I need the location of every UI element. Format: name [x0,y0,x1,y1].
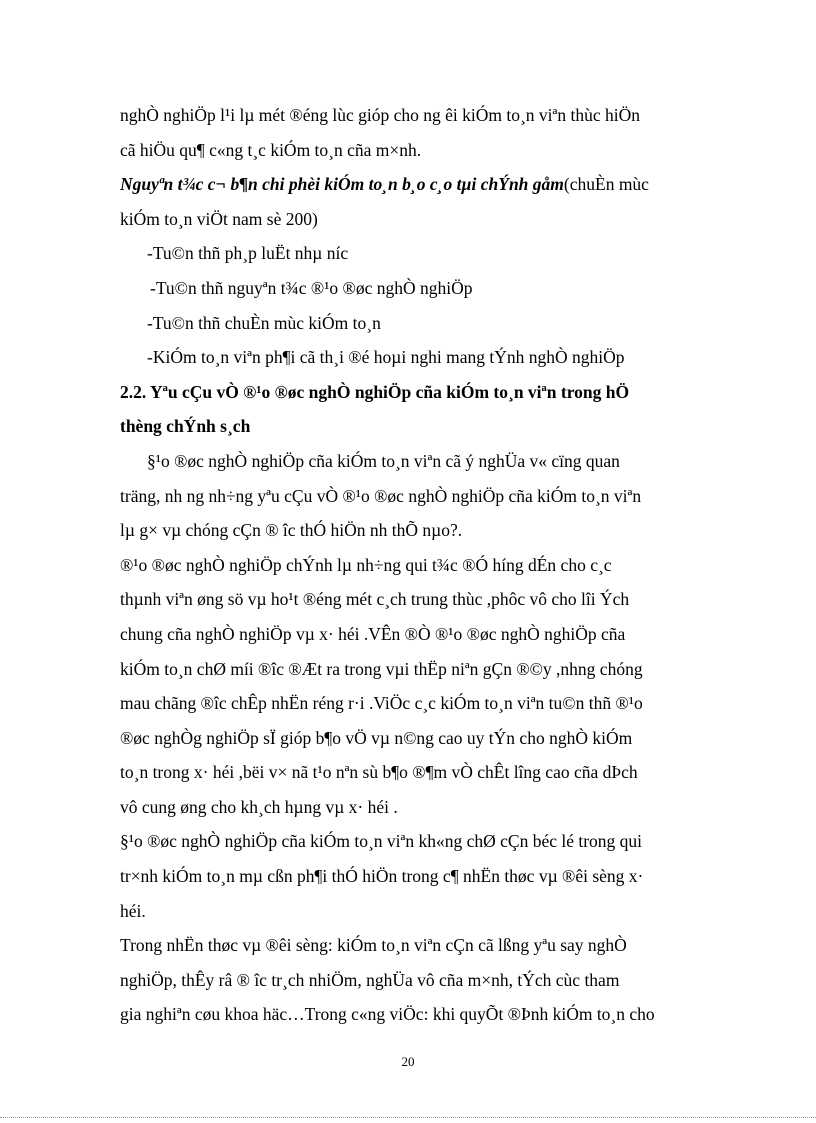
body-text [120,98,700,1032]
principles-heading-continuation: kiÓm to¸n viÖt nam sè 200) [120,208,318,229]
paragraph-line: kiÓm to¸n chØ míi ®îc ®Æt ra trong vµi thËp niªn gÇn ®©y ,nhng chóng [120,658,643,679]
text-line: cã hiÖu qu¶ c«ng t¸c kiÓm to¸n cña m×nh. [120,139,422,160]
section-heading-continuation: thèng chÝnh s¸ch [120,416,251,437]
paragraph-line: lµ g× vµ chóng cÇn ® îc thÓ hiÖn nh thÕ nµo?. [120,520,463,541]
principles-heading-suffix: (chuÈn mùc [563,174,649,195]
principle-item: -Tu©n thñ ph¸p luËt nhµ níc [147,243,349,264]
paragraph-line: vô cung øng cho kh¸ch hµng vµ x· héi . [120,796,398,817]
paragraph-line: gia nghiªn cøu khoa häc…Trong c«ng viÖc: khi quyÕt ®Þnh kiÓm to¸n cho [120,1004,655,1025]
paragraph-line: mau chãng ®îc chÊp nhËn réng r·i .ViÖc c¸c kiÓm to¸n viªn tu©n thñ ®¹o [120,693,643,714]
paragraph-line: §¹o ®øc nghÒ nghiÖp cña kiÓm to¸n viªn cã ý nghÜa v« cïng quan [147,450,620,471]
page-bottom-divider [0,1117,816,1118]
principles-heading: Nguyªn t¾c c¬ b¶n chi phèi kiÓm to¸n b¸o c¸o tµi chÝnh gåm [120,174,564,195]
paragraph-line: Trong nhËn thøc vµ ®êi sèng: kiÓm to¸n viªn cÇn cã lßng yªu say nghÒ [120,935,627,956]
paragraph-line: §¹o ®øc nghÒ nghiÖp cña kiÓm to¸n viªn kh«ng chØ cÇn béc lé trong qui [120,831,643,852]
text-line: nghÒ nghiÖp l¹i lµ mét ®éng lùc gióp cho ng êi kiÓm to¸n viªn thùc hiÖn [120,105,640,125]
principle-item: -Tu©n thñ chuÈn mùc kiÓm to¸n [147,312,381,333]
principle-item: -Tu©n thñ nguyªn t¾c ®¹o ®øc nghÒ nghiÖp [150,277,473,298]
paragraph-line: ®¹o ®øc nghÒ nghiÖp chÝnh lµ nh÷ng qui t¾c ®Ó híng dÉn cho c¸c [120,554,612,575]
section-heading: 2.2. Yªu cÇu vÒ ®¹o ®øc nghÒ nghiÖp cña kiÓm to¸n viªn trong hÖ [120,381,630,402]
paragraph-line: nghiÖp, thÊy râ ® îc tr¸ch nhiÖm, nghÜa vô cña m×nh, tÝch cùc tham [120,969,620,990]
paragraph-line: ®øc nghÒg nghiÖp sÏ gióp b¶o vÖ vµ n©ng cao uy tÝn cho nghÒ kiÓm [120,727,633,748]
paragraph-line: chung cña nghÒ nghiÖp vµ x· héi .VÊn ®Ò ®¹o ®øc nghÒ nghiÖp cña [120,623,626,644]
paragraph-line: to¸n trong x· héi ,bëi v× nã t¹o nªn sù b¶o ®¶m vÒ chÊt lîng cao cña dÞch [120,762,638,783]
paragraph-line: thµnh viªn øng sö vµ ho¹t ®éng mét c¸ch trung thùc ,phôc vô cho lîi Ých [120,589,630,610]
page-number: 20 [401,1054,415,1069]
paragraph-line: héi. [120,900,146,921]
principles-heading-line [120,167,700,202]
paragraph-line: tr×nh kiÓm to¸n mµ cßn ph¶i thÓ hiÖn trong c¶ nhËn thøc vµ ®êi sèng x· [120,866,644,887]
principle-item: -KiÓm to¸n viªn ph¶i cã th¸i ®é hoµi nghi mang tÝnh nghÒ nghiÖp [147,347,625,368]
paragraph-line: träng, nh ng nh÷ng yªu cÇu vÒ ®¹o ®øc nghÒ nghiÖp cña kiÓm to¸n viªn [120,485,642,506]
